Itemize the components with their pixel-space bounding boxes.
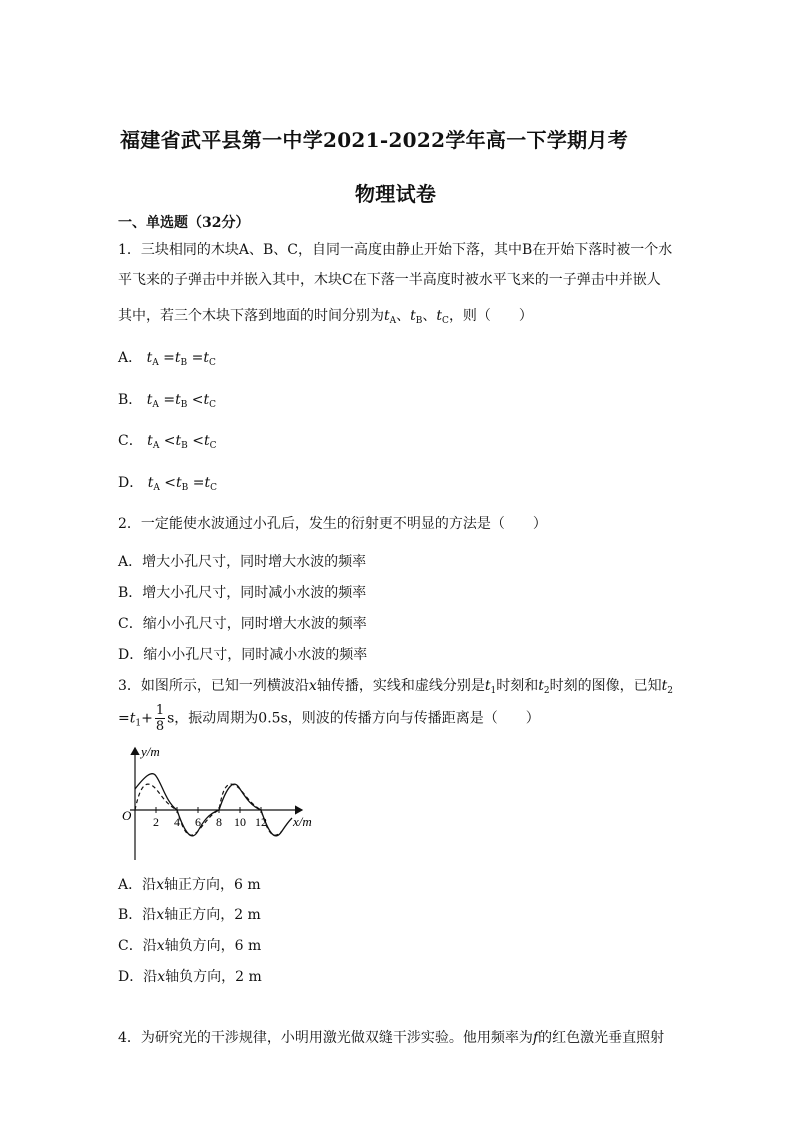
q1-line3-tail: ，则（ ） <box>448 308 533 324</box>
q2-option-b: B．增大小孔尺寸，同时减小水波的频率 <box>118 585 367 601</box>
exam-title-line1: 福建省武平县第一中学2021-2022学年高一下学期月考 <box>120 128 629 152</box>
q1-line1: 1．三块相同的木块A、B、C，自同一高度由静止开始下落，其中B在开始下落时被一个水 <box>118 242 673 258</box>
section-heading-single-choice: 一、单选题（32分） <box>118 215 250 231</box>
q3-option-c: C．沿x轴负方向，6 m <box>118 938 262 954</box>
y-axis-label: y/m <box>141 744 160 759</box>
tick-label-2: 2 <box>153 815 159 829</box>
tick-label-12: 12 <box>255 815 267 829</box>
q4-line1: 4．为研究光的干涉规律，小明用激光做双缝干涉实验。他用频率为f的红色激光垂直照射 <box>118 1030 665 1046</box>
q3-line1: 3．如图所示，已知一列横波沿x轴传播，实线和虚线分别是$t_1$时刻和$t_2$时刻的图像，已知$t_2$ <box>118 678 673 696</box>
q1-option-d: D． $t_A <t_B =t_C$ <box>118 475 217 493</box>
q3-fraction: $\frac{1}{8}$ <box>155 703 165 734</box>
wave-graph <box>110 740 330 865</box>
exam-title-line2: 物理试卷 <box>355 182 437 206</box>
q1-line3-text: 其中，若三个木块下落到地面的时间分别为 <box>118 308 384 324</box>
q2-option-d: D．缩小小孔尺寸，同时减小水波的频率 <box>118 647 368 663</box>
q3-option-a: A．沿x轴正方向，6 m <box>118 877 261 893</box>
x-axis-label: x/m <box>293 814 312 829</box>
tick-label-4: 4 <box>174 815 180 829</box>
q3-line2: $=t_1+$ $\frac{1}{8}$ s，振动周期为0.5s，则波的传播方向与传播距离是（ ） <box>118 703 540 734</box>
q2-stem: 2．一定能使水波通过小孔后，发生的衍射更不明显的方法是（ ） <box>118 516 547 532</box>
q1-option-c: C． $t_A <t_B <t_C$ <box>118 433 217 451</box>
q3-option-d: D．沿x轴负方向，2 m <box>118 969 262 985</box>
tick-label-6: 6 <box>195 815 201 829</box>
origin-label: O <box>122 808 132 823</box>
q1-option-b: B． $t_A =t_B <t_C$ <box>118 392 217 410</box>
tick-label-10: 10 <box>234 815 246 829</box>
q2-option-a: A．增大小孔尺寸，同时增大水波的频率 <box>118 554 367 570</box>
q3-option-b: B．沿x轴正方向，2 m <box>118 907 261 923</box>
q2-option-c: C．缩小小孔尺寸，同时增大水波的频率 <box>118 616 367 632</box>
q1-line3: 其中，若三个木块下落到地面的时间分别为$t_A$、$t_B$、$t_C$，则（ ） <box>118 308 533 326</box>
q1-option-a: A． $t_A =t_B =t_C$ <box>118 350 216 368</box>
q1-line2: 平飞来的子弹击中并嵌入其中，木块C在下落一半高度时被水平飞来的一子弹击中并嵌人 <box>118 272 661 288</box>
tick-label-8: 8 <box>216 815 222 829</box>
